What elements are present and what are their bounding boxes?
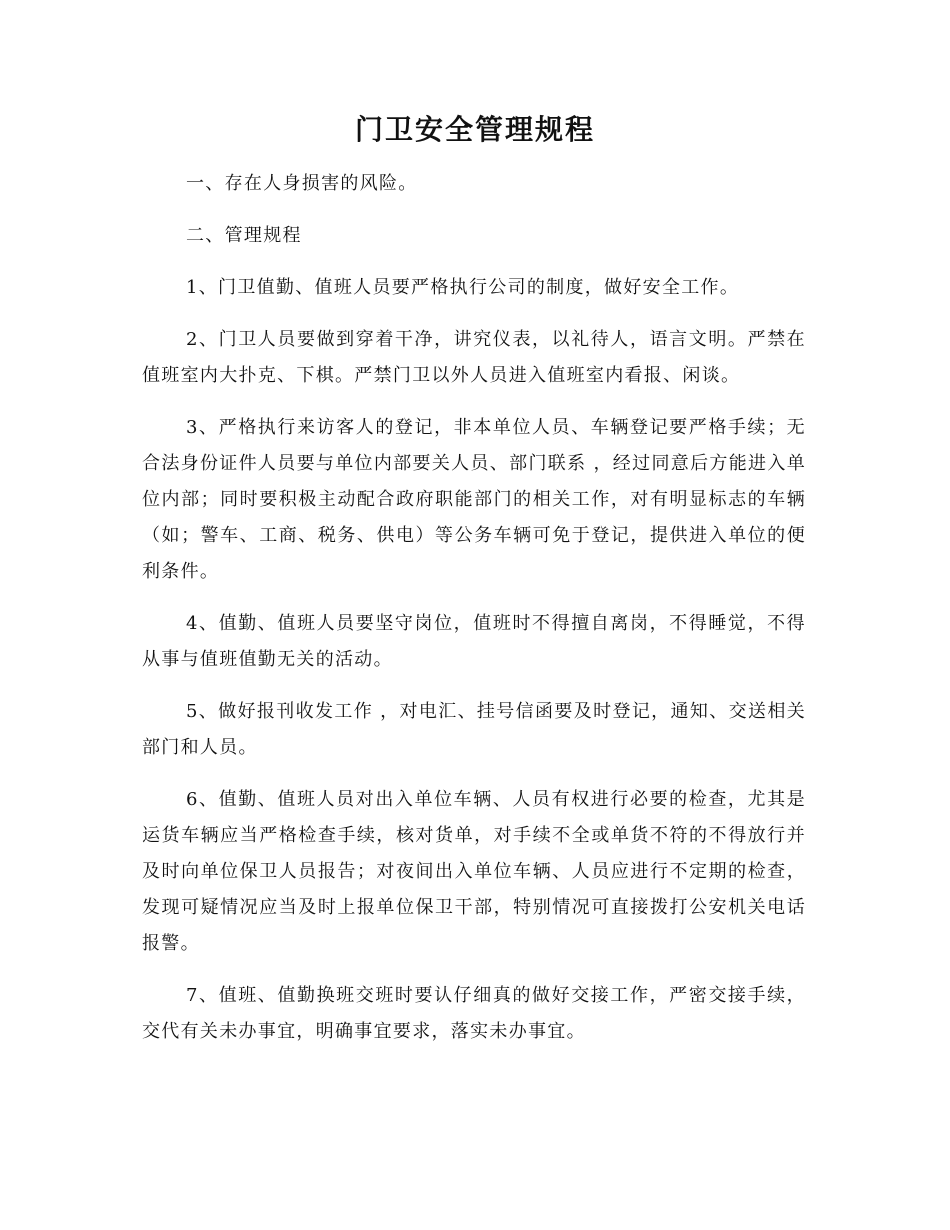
paragraph-rule-7: 7、值班、值勤换班交班时要认仔细真的做好交接工作，严密交接手续，交代有关未办事宜，明确事宜要求，落实未办事宜。 — [142, 985, 806, 1042]
paragraph-rule-1: 1、门卫值勤、值班人员要严格执行公司的制度，做好安全工作。 — [186, 277, 740, 298]
paragraph-section-heading: 二、管理规程 — [186, 225, 302, 246]
paragraph-risk: 一、存在人身损害的风险。 — [186, 173, 418, 194]
paragraph-rule-5: 5、做好报刊收发工作 ，对电汇、挂号信函要及时登记，通知、交送相关部门和人员。 — [142, 701, 806, 758]
paragraph-rule-4: 4、值勤、值班人员要坚守岗位，值班时不得擅自离岗，不得睡觉，不得从事与值班值勤无关的活动。 — [142, 613, 806, 670]
document-body — [142, 166, 806, 1066]
paragraph-rule-2: 2、门卫人员要做到穿着干净，讲究仪表，以礼待人，语言文明。严禁在值班室内大扑克、下棋。严禁门卫以外人员进入值班室内看报、闲谈。 — [142, 329, 806, 386]
paragraph-rule-3: 3、严格执行来访客人的登记，非本单位人员、车辆登记要严格手续；无合法身份证件人员要与单位内部要关人员、部门联系 ，经过同意后方能进入单位内部；同时要积极主动配合政府职能部门的相关工作，对有明显标志的车辆（如；警车、工商、税务、供电）等公务车辆可免于登记，提供进入单位的便利条件。 — [142, 417, 806, 582]
document-title: 门卫安全管理规程 — [354, 113, 595, 146]
paragraph-rule-6: 6、值勤、值班人员对出入单位车辆、人员有权进行必要的检查，尤其是运货车辆应当严格检查手续，核对货单，对手续不全或单货不符的不得放行并及时向单位保卫人员报告；对夜间出入单位车辆、人员应进行不定期的检查，发现可疑情况应当及时上报单位保卫干部，特别情况可直接拨打公安机关电话报警。 — [142, 789, 806, 954]
